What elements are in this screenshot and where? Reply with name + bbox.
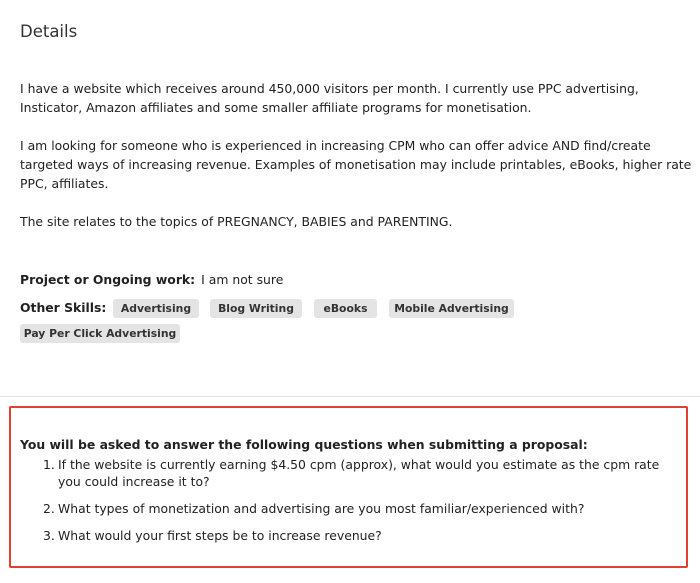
question-text: What types of monetization and advertising are you most familiar/experienced with? xyxy=(58,501,585,516)
skill-tag-mobile-advertising[interactable]: Mobile Advertising xyxy=(389,299,514,318)
proposal-question xyxy=(43,456,683,490)
question-text: If the website is currently earning $4.50 cpm (approx), what would you estimate as the cpm rate you could increase it to? xyxy=(58,457,660,489)
project-type-label: Project or Ongoing work: xyxy=(20,272,196,287)
question-number: 3. xyxy=(43,528,55,543)
section-divider xyxy=(0,396,700,397)
job-description xyxy=(20,79,696,250)
skill-tag-advertising[interactable]: Advertising xyxy=(113,299,199,318)
project-type-value: I am not sure xyxy=(201,272,284,287)
question-text: What would your first steps be to increase revenue? xyxy=(58,528,382,543)
skill-tag-pay-per-click-advertising[interactable]: Pay Per Click Advertising xyxy=(20,324,180,343)
proposal-questions-list xyxy=(43,456,683,554)
proposal-question xyxy=(43,500,683,517)
question-number: 1. xyxy=(43,457,55,472)
other-skills-row xyxy=(20,300,106,316)
skill-tag-ebooks[interactable]: eBooks xyxy=(314,299,377,318)
question-number: 2. xyxy=(43,501,55,516)
proposal-questions-intro: You will be asked to answer the following questions when submitting a proposal: xyxy=(20,437,588,452)
other-skills-label: Other Skills: xyxy=(20,300,107,315)
proposal-question xyxy=(43,527,683,544)
description-paragraph: I am looking for someone who is experienced in increasing CPM who can offer advice AND find/create targeted ways of increasing revenue. Examples of monetisation may include printables, eBooks, higher rate PPC, affiliates. xyxy=(20,138,696,191)
skill-tag-blog-writing[interactable]: Blog Writing xyxy=(210,299,302,318)
project-type-row xyxy=(20,272,283,288)
details-heading: Details xyxy=(20,22,78,41)
description-paragraph: I have a website which receives around 450,000 visitors per month. I currently use PPC advertising, Insticator, Amazon affiliates and some smaller affiliate programs for monetisation. xyxy=(20,81,643,115)
description-paragraph: The site relates to the topics of PREGNANCY, BABIES and PARENTING. xyxy=(20,214,453,229)
